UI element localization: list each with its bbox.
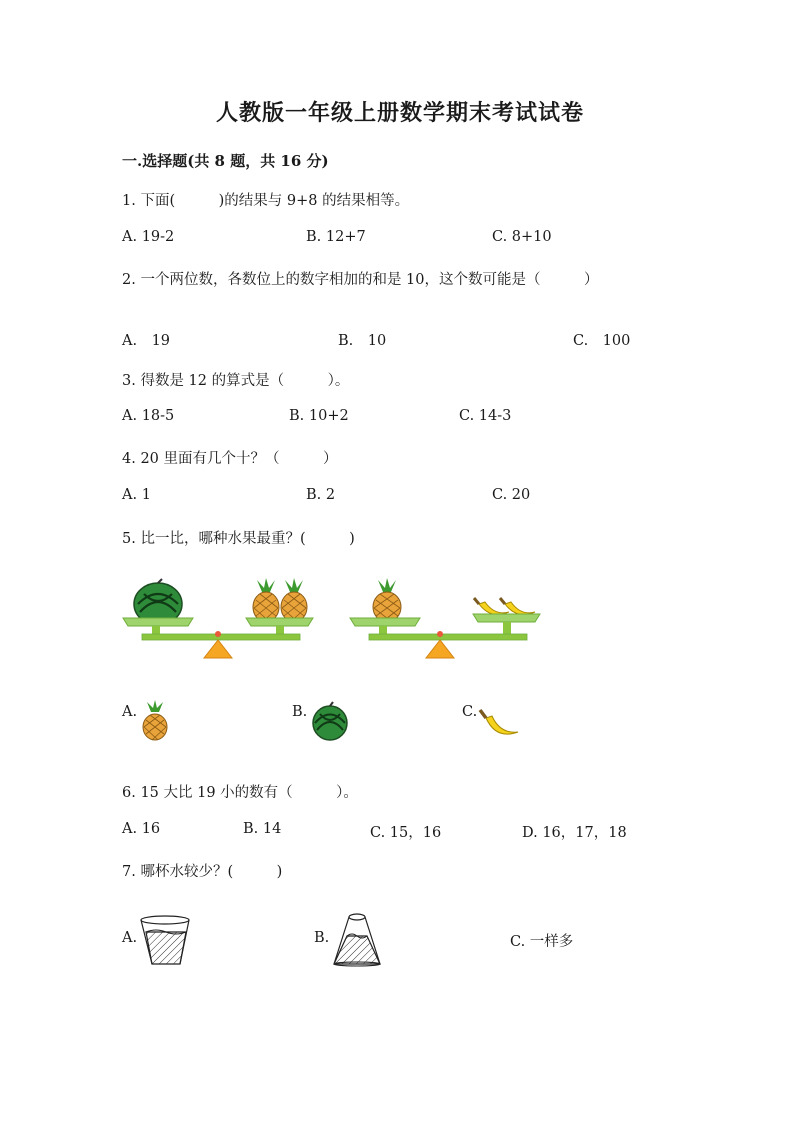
question-4-option-a[interactable]: A. 1	[122, 487, 151, 503]
question-3-option-c[interactable]: C. 14-3	[459, 408, 512, 424]
balance-scale-1	[118, 578, 318, 658]
question-2-option-a[interactable]: A. 19	[122, 333, 171, 349]
conical-cup-icon	[330, 912, 386, 968]
question-1-option-b[interactable]: B. 12+7	[306, 229, 366, 245]
pineapple-icon	[373, 578, 401, 622]
pineapple-icon	[138, 700, 172, 742]
question-7-stem: 7. 哪杯水较少？( )	[122, 864, 283, 880]
page-title: 人教版一年级上册数学期末考试试卷	[215, 100, 584, 126]
question-2-option-b[interactable]: B. 10	[338, 333, 387, 349]
question-5-option-a[interactable]: A.	[122, 704, 138, 720]
question-4-option-b[interactable]: B. 2	[306, 487, 336, 503]
pineapple-icon	[253, 578, 279, 622]
question-2-stem: 2. 一个两位数，各数位上的数字相加的和是 10，这个数可能是（ ）	[122, 272, 599, 288]
banana-icon	[478, 708, 520, 742]
pineapple-icon	[281, 578, 307, 622]
question-3-option-a[interactable]: A. 18-5	[122, 408, 175, 424]
question-7-option-c[interactable]: C. 一样多	[510, 934, 574, 950]
question-6-option-c[interactable]: C. 15，16	[370, 825, 442, 841]
question-6-option-a[interactable]: A. 16	[122, 821, 161, 837]
question-4-option-c[interactable]: C. 20	[492, 487, 531, 503]
question-2-option-c[interactable]: C. 100	[573, 333, 631, 349]
question-5-option-c[interactable]: C.	[462, 704, 478, 720]
question-7-option-a[interactable]: A.	[122, 930, 138, 946]
balance-scale-2	[345, 578, 545, 658]
question-1-stem: 1. 下面( )的结果与 9+8 的结果相等。	[122, 193, 410, 209]
section-heading: 一.选择题(共 8 题，共 16 分)	[122, 152, 329, 170]
banana-icon	[500, 598, 535, 615]
question-1-option-a[interactable]: A. 19-2	[122, 229, 175, 245]
question-6-option-b[interactable]: B. 14	[243, 821, 282, 837]
question-1-option-c[interactable]: C. 8+10	[492, 229, 552, 245]
question-6-stem: 6. 15 大比 19 小的数有（ ）。	[122, 785, 358, 801]
question-3-option-b[interactable]: B. 10+2	[289, 408, 349, 424]
wide-cup-icon	[138, 914, 194, 968]
question-5-option-b[interactable]: B.	[292, 704, 308, 720]
question-6-option-d[interactable]: D. 16，17，18	[522, 825, 627, 841]
question-3-stem: 3. 得数是 12 的算式是（ ）。	[122, 373, 350, 389]
watermelon-icon	[310, 702, 350, 742]
question-5-stem: 5. 比一比，哪种水果最重？( )	[122, 531, 355, 547]
question-4-stem: 4. 20 里面有几个十？（ ）	[122, 451, 338, 467]
question-7-option-b[interactable]: B.	[314, 930, 330, 946]
